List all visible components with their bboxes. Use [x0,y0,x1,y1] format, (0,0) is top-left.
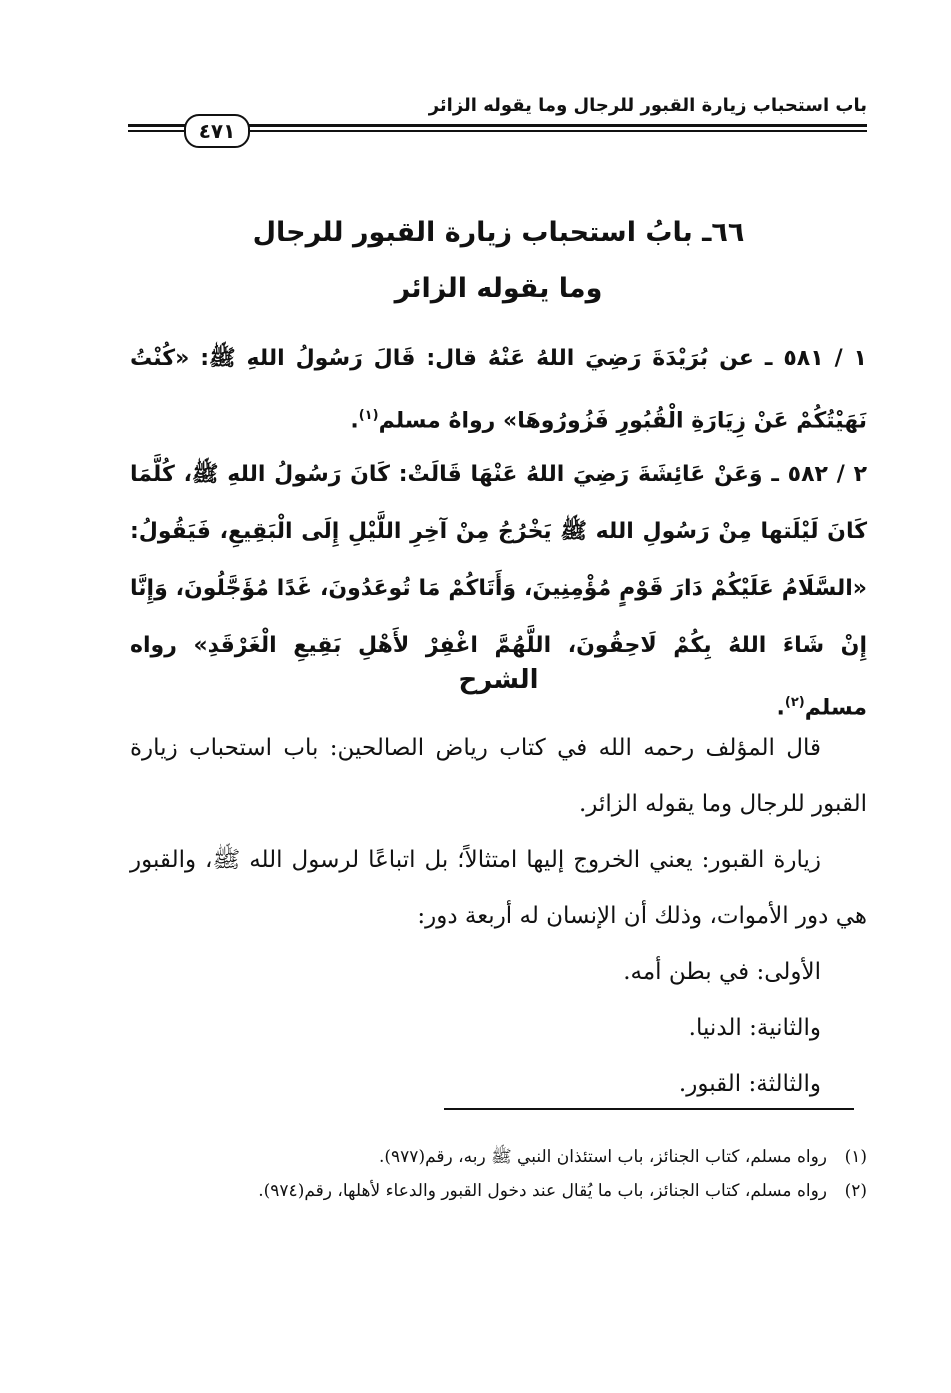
running-header: باب استحباب زيارة القبور للرجال وما يقوله الزائر [428,95,867,116]
commentary-list-item: والثالثة: القبور. [678,1071,821,1097]
footnote-2 [130,1174,867,1208]
hadith-text: وَعَنْ عَائِشَةَ رَضِيَ اللهُ عَنْهَا قَالَتْ: كَانَ رَسُولُ اللهِ ﷺ، كُلَّمَا كَانَ لَيْلَتها مِنْ رَسُولِ الله ﷺ يَخْرُجُ مِنْ آخِرِ اللَّيْلِ إِلَى الْبَقِيعِ، فَيَقُولُ: «السَّلَامُ عَلَيْكُمْ دَارَ قَوْمٍ مُؤْمِنِينَ، وَأَتَاكُمْ مَا تُوعَدُونَ، غَدًا مُؤَجَّلُونَ، وَإِنَّا إِنْ شَاءَ اللهُ بِكُمْ لَاحِقُونَ، اللَّهُمَّ اغْفِرْ لأَهْلِ بَقِيعِ الْغَرْقَدِ» رواه مسلم [130,462,867,721]
footnote-ref[interactable]: (١) [358,408,379,423]
footnotes [130,1140,867,1208]
commentary-heading: الشرح [458,665,539,695]
commentary-body [130,720,867,1112]
hadith-number: ٢ / ٥٨٢ ـ [771,462,867,487]
footnote-number: (٢) [844,1181,867,1201]
footnote-separator [444,1108,854,1110]
hadith-text: عن بُرَيْدَةَ رَضِيَ اللهُ عَنْهُ قال: قَالَ رَسُولُ اللهِ ﷺ: «كُنْتُ نَهَيْتُكُمْ عَنْ زِيَارَةِ الْقُبُورِ فَزُورُوهَا» رواهُ مسلم [130,346,867,434]
chapter-title [130,205,867,317]
footnote-text: رواه مسلم، كتاب الجنائز، باب ما يُقال عند دخول القبور والدعاء لأهلها، رقم(٩٧٤). [258,1181,827,1201]
footnote-ref[interactable]: (٢) [784,695,805,710]
page-number: ٤٧١ [184,114,250,148]
chapter-title-line1: ٦٦ـ بابُ استحباب زيارة القبور للرجال [252,217,745,248]
commentary-list-item: الأولى: في بطن أمه. [623,959,821,985]
footnote-1 [130,1140,867,1174]
commentary-list-item: والثانية: الدنيا. [688,1015,821,1041]
chapter-title-line2: وما يقوله الزائر [394,273,603,304]
commentary-paragraph: زيارة القبور: يعني الخروج إليها امتثالاً؛ بل اتباعًا لرسول الله ﷺ، والقبور هي دور الأموات، وذلك أن الإنسان له أربعة دور: [130,847,867,929]
hadith-581 [130,330,867,449]
commentary-paragraph: قال المؤلف رحمه الله في كتاب رياض الصالحين: باب استحباب زيارة القبور للرجال وما يقوله الزائر. [130,735,867,817]
footnote-text: رواه مسلم، كتاب الجنائز، باب استئذان النبي ﷺ ربه، رقم(٩٧٧). [379,1147,827,1167]
footnote-number: (١) [844,1147,867,1167]
hadith-end: . [776,695,785,721]
hadith-end: . [350,408,359,434]
hadith-number: ١ / ٥٨١ ـ [764,346,867,371]
